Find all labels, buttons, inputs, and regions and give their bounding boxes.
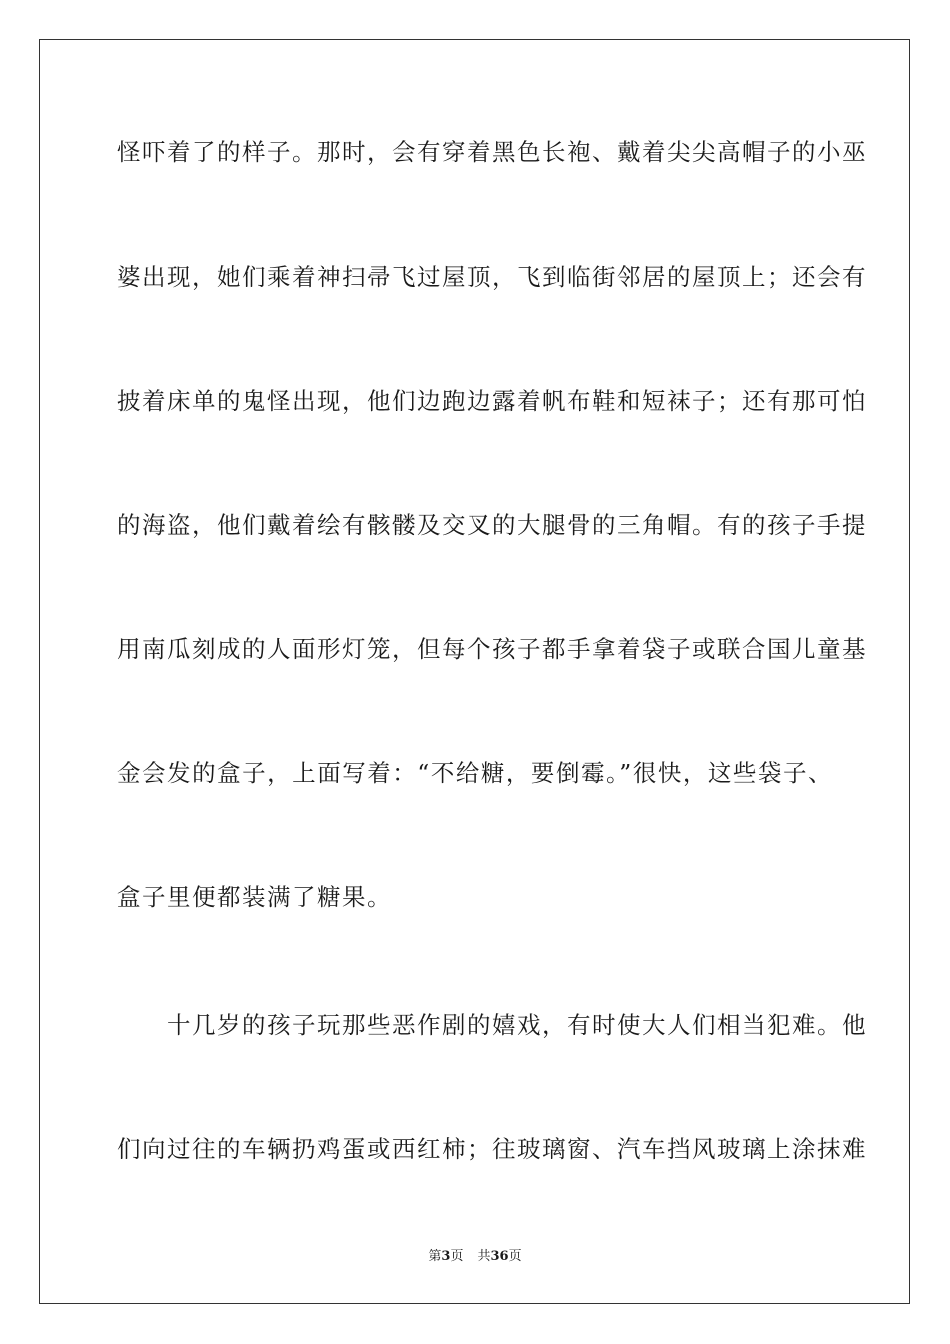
page-border (39, 39, 910, 1304)
body-text-line-8: 十几岁的孩子玩那些恶作剧的嬉戏，有时使大人们相当犯难。他 (117, 1011, 867, 1039)
footer-page-suffix: 页 (450, 1249, 464, 1264)
footer-total-prefix: 共 (477, 1249, 491, 1264)
footer-total-suffix: 页 (508, 1249, 522, 1264)
body-text-line-2: 婆出现，她们乘着神扫帚飞过屋顶，飞到临街邻居的屋顶上；还会有 (117, 263, 867, 291)
body-text-line-6: 金会发的盒子，上面写着：“不给糖，要倒霉。”很快，这些袋子、 (117, 759, 833, 787)
body-text-line-1: 怪吓着了的样子。那时，会有穿着黑色长袍、戴着尖尖高帽子的小巫 (117, 138, 867, 166)
page-footer (0, 1248, 950, 1266)
body-text-line-3: 披着床单的鬼怪出现，他们边跑边露着帆布鞋和短袜子；还有那可怕 (117, 387, 867, 415)
footer-page-number: 3 (441, 1249, 451, 1264)
footer-total-pages: 36 (490, 1249, 509, 1264)
body-text-line-7: 盒子里便都装满了糖果。 (117, 883, 392, 911)
body-text-line-4: 的海盗，他们戴着绘有骸髅及交叉的大腿骨的三角帽。有的孩子手提 (117, 511, 867, 539)
body-text-line-5: 用南瓜刻成的人面形灯笼，但每个孩子都手拿着袋子或联合国儿童基 (117, 635, 867, 663)
footer-page-prefix: 第 (428, 1249, 442, 1264)
body-text-line-9: 们向过往的车辆扔鸡蛋或西红柿；往玻璃窗、汽车挡风玻璃上涂抹难 (117, 1135, 867, 1163)
